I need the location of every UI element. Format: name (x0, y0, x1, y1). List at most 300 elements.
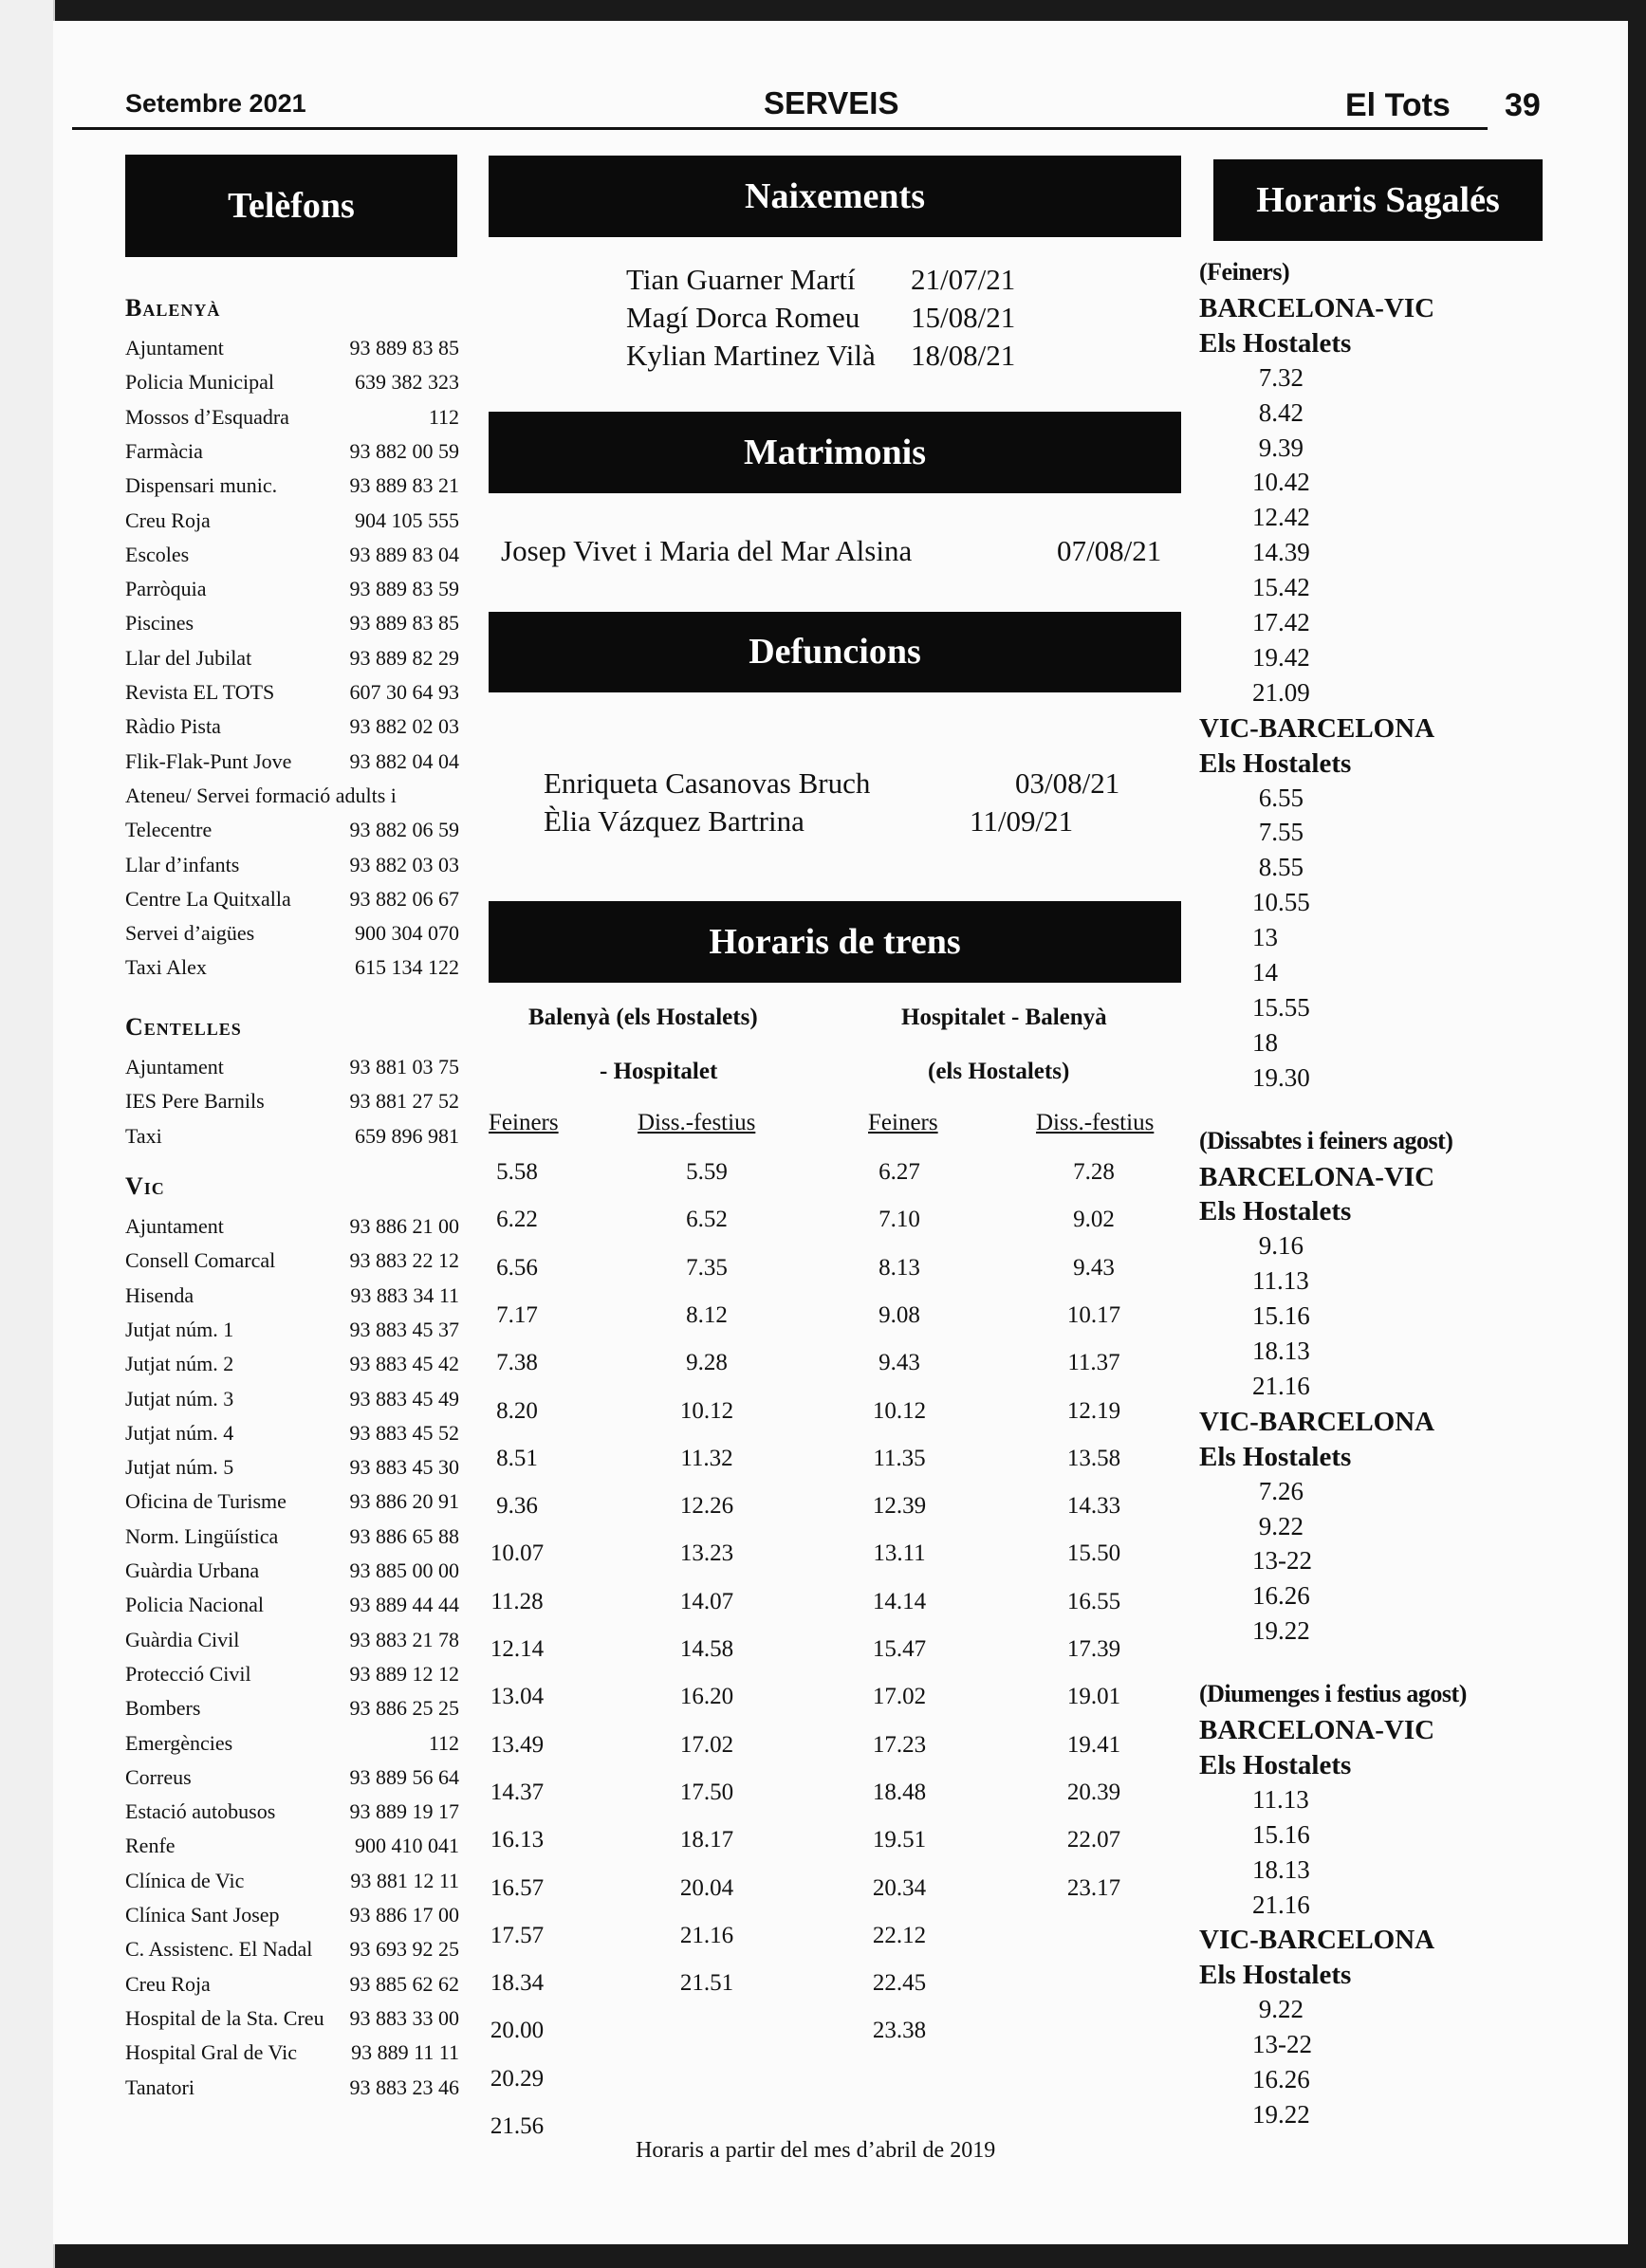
train-time: 18.17 (679, 1827, 734, 1853)
phone-entry-name: Hospital Gral de Vic (125, 2040, 297, 2065)
train-footnote: Horaris a partir del mes d’abril de 2019 (636, 2138, 996, 2163)
phone-entry-number: 93 881 12 11 (350, 1868, 459, 1892)
bus-schedule-type: (Feiners) (1199, 258, 1290, 286)
phone-entry-name: Consell Comarcal (125, 1248, 276, 1273)
bus-schedule-type: (Diumenges i festius agost) (1199, 1680, 1467, 1708)
bus-time: 13-22 (1252, 2030, 1312, 2059)
train-time: 17.23 (872, 1731, 927, 1758)
phone-entry-name: Tanatori (125, 2074, 194, 2099)
phone-entry-number: 93 883 22 12 (349, 1248, 459, 1273)
train-time: 5.58 (496, 1159, 538, 1185)
bus-time: 21.09 (1252, 677, 1310, 707)
bus-time: 18 (1252, 1027, 1278, 1057)
train-time: 14.07 (679, 1588, 734, 1614)
train-time: 10.17 (1066, 1301, 1121, 1328)
phone-entry-number: 904 105 555 (355, 507, 459, 532)
bus-time: 14 (1252, 958, 1278, 986)
phone-entry-name: Ateneu/ Servei formació adults i (125, 783, 397, 807)
phone-entry-name: Revista EL TOTS (125, 680, 275, 704)
route2-subtitle: (els Hostalets) (928, 1059, 1070, 1084)
bus-time: 14.39 (1252, 538, 1310, 567)
phone-entry (125, 2040, 459, 2065)
phone-entry-number: 93 883 45 30 (349, 1455, 459, 1480)
bus-time: 7.26 (1252, 1476, 1304, 1505)
bus-time: 9.16 (1252, 1231, 1304, 1261)
bus-time: 18.13 (1252, 1854, 1310, 1884)
phone-entry-name: Llar d’infants (125, 852, 240, 876)
train-time: 7.10 (878, 1207, 920, 1233)
train-time: 22.12 (872, 1922, 927, 1948)
phone-entry-number: 93 886 21 00 (349, 1214, 459, 1238)
train-time: 17.02 (872, 1684, 927, 1710)
train-time: 9.28 (686, 1350, 728, 1376)
phone-entry-number: 93 885 62 62 (349, 1971, 459, 1996)
bus-route-label: VIC-BARCELONA (1199, 712, 1435, 744)
bus-route-label: BARCELONA-VIC (1199, 1715, 1435, 1745)
train-time: 17.02 (679, 1731, 734, 1758)
train-time: 9.43 (1073, 1254, 1115, 1281)
phone-entry-name: C. Assistenc. El Nadal (125, 1937, 313, 1962)
phone-entry (125, 1972, 459, 1997)
birth-name: Tian Guarner Martí (626, 263, 856, 296)
bus-time: 19.22 (1252, 1616, 1310, 1646)
phone-entry-number: 93 882 06 67 (349, 886, 459, 911)
phone-entry-number: 93 693 92 25 (349, 1937, 459, 1962)
phone-entry-name: Telecentre (125, 818, 213, 842)
bus-route-label: BARCELONA-VIC (1199, 292, 1435, 323)
phone-entry-number: 93 889 82 29 (349, 645, 459, 670)
phone-entry (125, 1628, 459, 1652)
train-time: 8.51 (496, 1445, 538, 1471)
train-time: 6.56 (496, 1254, 538, 1281)
col-header-feiners-1: Feiners (489, 1110, 559, 1135)
phone-entry-name: Servei d’aigües (125, 921, 255, 946)
train-time: 12.19 (1066, 1397, 1121, 1424)
header-rule (72, 127, 1488, 130)
train-time: 12.14 (490, 1636, 545, 1662)
phone-entry-name: Clínica de Vic (125, 1868, 245, 1892)
bus-time: 9.22 (1252, 1995, 1304, 2024)
bus-route-label: VIC-BARCELONA (1199, 1406, 1435, 1437)
phone-entry-number: 93 889 19 17 (349, 1799, 459, 1824)
phone-entry-number: 900 304 070 (355, 921, 459, 946)
birth-date: 15/08/21 (911, 301, 1016, 334)
phone-entry-name: Jutjat núm. 2 (125, 1352, 234, 1376)
train-time: 17.39 (1066, 1636, 1121, 1662)
birth-name: Kylian Martinez Vilà (626, 339, 876, 372)
phone-section-title: Centelles (125, 1013, 242, 1041)
train-time: 8.13 (878, 1254, 920, 1281)
phone-entry (125, 646, 459, 671)
phone-entry (125, 853, 459, 877)
phone-entry (125, 473, 459, 498)
train-time: 21.16 (679, 1922, 734, 1948)
train-time: 11.32 (680, 1445, 733, 1471)
phone-entry (125, 921, 459, 946)
train-time: 6.52 (686, 1207, 728, 1233)
train-time: 7.28 (1073, 1159, 1115, 1185)
phone-entry-number: 93 886 25 25 (349, 1696, 459, 1721)
section-title: SERVEIS (764, 85, 899, 120)
bus-time: 15.16 (1252, 1819, 1310, 1849)
marriage-names: Josep Vivet i Maria del Mar Alsina (501, 534, 913, 567)
phone-entry-name: Clínica Sant Josep (125, 1903, 280, 1927)
bus-route-label: BARCELONA-VIC (1199, 1161, 1435, 1192)
marriage-date: 07/08/21 (1057, 534, 1162, 567)
col-header-festius-2: Diss.-festius (1036, 1110, 1155, 1135)
train-time: 19.51 (872, 1827, 927, 1853)
phone-entry-number: 93 882 02 03 (349, 714, 459, 739)
phone-entry-name: Piscines (125, 611, 194, 636)
phone-entry-number: 93 882 03 03 (349, 852, 459, 876)
bus-time: 11.13 (1252, 1784, 1309, 1814)
phone-entry-number: 93 886 20 91 (349, 1489, 459, 1514)
phone-entry-name: Guàrdia Urbana (125, 1558, 260, 1582)
phone-entry (125, 680, 459, 705)
phone-entry-number: 93 883 45 49 (349, 1386, 459, 1411)
bus-time: 8.55 (1252, 853, 1304, 882)
phone-entry-name: Taxi Alex (125, 955, 207, 980)
phone-entry (125, 1799, 459, 1824)
bus-route-label: Els Hostalets (1199, 327, 1352, 359)
train-time: 20.29 (490, 2065, 545, 2092)
train-time: 7.17 (496, 1301, 538, 1328)
phone-entry-number: 93 882 06 59 (349, 818, 459, 842)
phone-entry (125, 1696, 459, 1721)
train-time: 20.39 (1066, 1779, 1121, 1805)
phone-entry-number: 659 896 981 (355, 1123, 459, 1148)
bus-time: 21.16 (1252, 1371, 1310, 1400)
birth-date: 18/08/21 (911, 339, 1016, 372)
phone-entry-number: 607 30 64 93 (349, 680, 459, 704)
train-time: 9.36 (496, 1493, 538, 1520)
phone-entry (125, 714, 459, 739)
death-name: Èlia Vázquez Bartrina (544, 804, 805, 838)
train-time: 18.48 (872, 1779, 927, 1805)
phone-entry-name: Correus (125, 1764, 192, 1789)
route1-title: Balenyà (els Hostalets) (528, 1005, 758, 1030)
train-time: 13.23 (679, 1540, 734, 1567)
train-time: 16.20 (679, 1684, 734, 1710)
phone-entry (125, 2075, 459, 2100)
train-time: 23.38 (872, 2018, 927, 2044)
birth-name: Magí Dorca Romeu (626, 301, 860, 334)
phone-entry-name: Norm. Lingüística (125, 1523, 279, 1548)
phone-entry-number: 112 (428, 404, 459, 429)
phone-entry-number: 93 889 83 85 (349, 336, 459, 360)
bus-time: 9.39 (1252, 433, 1304, 462)
bus-time: 19.22 (1252, 2099, 1310, 2129)
train-time: 15.47 (872, 1636, 927, 1662)
phone-entry (125, 1055, 459, 1079)
train-time: 12.26 (679, 1493, 734, 1520)
phone-entry-number: 112 (428, 1730, 459, 1755)
page-number: 39 (1505, 87, 1541, 123)
train-time: 13.11 (873, 1540, 926, 1567)
train-time: 9.08 (878, 1301, 920, 1328)
bus-time: 13-22 (1252, 1546, 1312, 1576)
phone-entry-number: 93 889 83 59 (349, 577, 459, 601)
phone-entry-name: Jutjat núm. 4 (125, 1420, 234, 1445)
phone-entry-number: 93 889 56 64 (349, 1764, 459, 1789)
phone-entry (125, 1248, 459, 1273)
phone-entry-name: Ajuntament (125, 336, 224, 360)
phone-entry (125, 336, 459, 360)
phone-entry-name: Creu Roja (125, 1971, 211, 1996)
phone-entry-number: 93 889 83 21 (349, 473, 459, 498)
naixements-heading: Naixements (489, 156, 1181, 237)
matrimonis-heading: Matrimonis (489, 412, 1181, 493)
train-time: 6.27 (878, 1159, 920, 1185)
phone-entry-name: Dispensari munic. (125, 473, 278, 498)
phone-entry-number: 93 882 00 59 (349, 438, 459, 463)
train-time: 22.07 (1066, 1827, 1121, 1853)
death-date: 11/09/21 (970, 804, 1074, 838)
bus-time: 10.42 (1252, 468, 1310, 497)
bus-time: 7.55 (1252, 818, 1304, 847)
phone-entry-number: 93 883 45 42 (349, 1352, 459, 1376)
train-time: 10.07 (490, 1540, 545, 1567)
bus-time: 15.55 (1252, 992, 1310, 1022)
trens-heading: Horaris de trens (489, 901, 1181, 983)
phone-entry-number: 93 886 17 00 (349, 1903, 459, 1927)
phone-entry-name: Policia Nacional (125, 1593, 265, 1617)
bus-time: 7.32 (1252, 362, 1304, 392)
phone-entry-number: 93 889 83 85 (349, 611, 459, 636)
phone-entry-name: IES Pere Barnils (125, 1089, 265, 1114)
train-time: 10.12 (679, 1397, 734, 1424)
phone-entry-number: 93 882 04 04 (349, 748, 459, 773)
bus-route-label: Els Hostalets (1199, 1441, 1352, 1472)
phone-entry-name: Centre La Quitxalla (125, 886, 291, 911)
train-time: 11.35 (873, 1445, 926, 1471)
phone-entry-name: Ajuntament (125, 1055, 224, 1079)
train-time: 7.35 (686, 1254, 728, 1281)
phone-entry (125, 1352, 459, 1376)
death-name: Enriqueta Casanovas Bruch (544, 766, 871, 800)
phone-entry-name: Taxi (125, 1123, 162, 1148)
train-time: 20.00 (490, 2018, 545, 2044)
train-time: 16.55 (1066, 1588, 1121, 1614)
phone-entry (125, 1489, 459, 1514)
phone-section-title: Vic (125, 1172, 165, 1200)
birth-date: 21/07/21 (911, 263, 1016, 296)
phone-entry (125, 439, 459, 464)
phone-entry-name: Farmàcia (125, 438, 203, 463)
phone-entry-name: Jutjat núm. 1 (125, 1317, 234, 1341)
train-time: 8.20 (496, 1397, 538, 1424)
phone-entry (125, 1455, 459, 1480)
phone-entry (125, 1089, 459, 1114)
phone-entry (125, 611, 459, 636)
train-time: 14.14 (872, 1588, 927, 1614)
train-time: 19.01 (1066, 1684, 1121, 1710)
train-time: 19.41 (1066, 1731, 1121, 1758)
phone-entry-number: 93 881 03 75 (349, 1055, 459, 1079)
bus-time: 6.55 (1252, 783, 1304, 812)
phone-entry-name: Bombers (125, 1696, 201, 1721)
phone-entry (125, 1124, 459, 1149)
bus-route-label: VIC-BARCELONA (1199, 1925, 1435, 1956)
phone-entry-name: Protecció Civil (125, 1661, 251, 1686)
phone-entry-name: Llar del Jubilat (125, 645, 252, 670)
bus-time: 18.13 (1252, 1337, 1310, 1365)
phone-entry (125, 405, 459, 430)
phone-entry-number: 93 889 11 11 (351, 2040, 459, 2065)
train-time: 13.58 (1066, 1445, 1121, 1471)
defuncions-heading: Defuncions (489, 612, 1181, 692)
phone-entry-number: 93 889 12 12 (349, 1661, 459, 1686)
bus-route-label: Els Hostalets (1199, 747, 1352, 779)
bus-route-label: Els Hostalets (1199, 1960, 1352, 1991)
phone-entry-number: 93 883 34 11 (350, 1282, 459, 1307)
phone-entry-name: Mossos d’Esquadra (125, 404, 289, 429)
phone-entry-name: Ajuntament (125, 1214, 224, 1238)
train-time: 16.57 (490, 1874, 545, 1901)
phone-entry-name: Estació autobusos (125, 1799, 276, 1824)
bus-time: 15.42 (1252, 573, 1310, 602)
train-time: 17.50 (679, 1779, 734, 1805)
train-time: 9.02 (1073, 1207, 1115, 1233)
phone-entry (125, 1593, 459, 1617)
phone-entry (125, 749, 459, 774)
train-time: 21.51 (679, 1970, 734, 1997)
train-time: 16.13 (490, 1827, 545, 1853)
train-time: 6.22 (496, 1207, 538, 1233)
phone-entry (125, 1558, 459, 1583)
train-time: 15.50 (1066, 1540, 1121, 1567)
phone-entry (125, 508, 459, 533)
train-time: 7.38 (496, 1350, 538, 1376)
phone-entry-name: Jutjat núm. 3 (125, 1386, 234, 1411)
phone-entry-number: 93 883 45 52 (349, 1420, 459, 1445)
train-time: 21.56 (490, 2113, 545, 2139)
phone-entry-number: 93 889 44 44 (349, 1593, 459, 1617)
phone-entry (125, 2006, 459, 2031)
sagales-heading: Horaris Sagalés (1213, 159, 1543, 241)
phone-entry (125, 887, 459, 912)
bus-time: 17.42 (1252, 608, 1310, 636)
bus-time: 16.26 (1252, 2065, 1310, 2093)
bus-time: 9.22 (1252, 1511, 1304, 1540)
bus-time: 13 (1252, 923, 1278, 952)
phone-entry (125, 1387, 459, 1411)
train-time: 22.45 (872, 1970, 927, 1997)
phone-entry (125, 1283, 459, 1308)
phone-section-title: Balenyà (125, 294, 221, 322)
phone-entry (125, 818, 459, 842)
train-time: 14.37 (490, 1779, 545, 1805)
route2-title: Hospitalet - Balenyà (901, 1005, 1107, 1030)
telefons-heading: Telèfons (125, 155, 457, 257)
phone-entry (125, 370, 459, 395)
col-header-feiners-2: Feiners (868, 1110, 938, 1135)
train-time: 11.37 (1067, 1350, 1120, 1376)
phone-entry-name: Parròquia (125, 577, 207, 601)
phone-entry-name: Flik-Flak-Punt Jove (125, 748, 292, 773)
phone-entry-name: Guàrdia Civil (125, 1627, 240, 1651)
phone-entry-name: Oficina de Turisme (125, 1489, 287, 1514)
route1-subtitle: - Hospitalet (600, 1059, 718, 1084)
phone-entry (125, 1834, 459, 1858)
phone-entry (125, 1214, 459, 1239)
issue-date: Setembre 2021 (125, 89, 306, 118)
bus-route-label: Els Hostalets (1199, 1749, 1352, 1780)
bus-time: 19.30 (1252, 1062, 1310, 1092)
phone-entry (125, 1765, 459, 1790)
bus-time: 21.16 (1252, 1890, 1310, 1919)
phone-entry-number: 615 134 122 (355, 955, 459, 980)
phone-entry-name: Ràdio Pista (125, 714, 221, 739)
phone-entry (125, 1662, 459, 1687)
phone-entry-number: 93 881 27 52 (349, 1089, 459, 1114)
phone-entry (125, 577, 459, 601)
bus-time: 19.42 (1252, 642, 1310, 672)
bus-time: 16.26 (1252, 1581, 1310, 1611)
death-date: 03/08/21 (1015, 766, 1120, 800)
phone-entry-number: 93 883 21 78 (349, 1627, 459, 1651)
train-time: 23.17 (1066, 1874, 1121, 1901)
phone-entry-name: Escoles (125, 542, 190, 566)
phone-entry (125, 1937, 459, 1962)
train-time: 14.33 (1066, 1493, 1121, 1520)
phone-entry-number: 639 382 323 (355, 370, 459, 395)
train-time: 17.57 (490, 1922, 545, 1948)
train-time: 10.12 (872, 1397, 927, 1424)
bus-time: 8.42 (1252, 397, 1304, 427)
phone-entry (125, 543, 459, 567)
phone-entry-number: 93 883 45 37 (349, 1317, 459, 1341)
phone-entry (125, 1524, 459, 1549)
train-time: 20.34 (872, 1874, 927, 1901)
train-time: 13.49 (490, 1731, 545, 1758)
phone-entry-name: Emergències (125, 1730, 233, 1755)
phone-entry-name: Hisenda (125, 1282, 194, 1307)
phone-entry-number: 93 886 65 88 (349, 1523, 459, 1548)
phone-entry-number: 93 885 00 00 (349, 1558, 459, 1582)
bus-time: 11.13 (1252, 1266, 1309, 1296)
phone-entry-name: Jutjat núm. 5 (125, 1455, 234, 1480)
phone-entry (125, 1421, 459, 1446)
phone-entry-number: 93 883 23 46 (349, 2074, 459, 2099)
bus-time: 15.16 (1252, 1301, 1310, 1331)
bus-time: 12.42 (1252, 503, 1310, 532)
phone-entry (125, 1869, 459, 1893)
train-time: 9.43 (878, 1350, 920, 1376)
phone-entry-number: 93 889 83 04 (349, 542, 459, 566)
phone-entry (125, 1318, 459, 1342)
phone-entry-number: 900 410 041 (355, 1834, 459, 1858)
phone-entry-name: Creu Roja (125, 507, 211, 532)
train-time: 20.04 (679, 1874, 734, 1901)
phone-entry (125, 955, 459, 980)
bus-schedule-type: (Dissabtes i feiners agost) (1199, 1126, 1453, 1154)
train-time: 5.59 (686, 1159, 728, 1185)
train-time: 11.28 (490, 1588, 544, 1614)
phone-entry (125, 1731, 459, 1756)
bus-time: 10.55 (1252, 888, 1310, 917)
bus-route-label: Els Hostalets (1199, 1196, 1352, 1227)
col-header-festius-1: Diss.-festius (638, 1110, 756, 1135)
phone-entry-name: Renfe (125, 1834, 176, 1858)
phone-entry-name: Policia Municipal (125, 370, 275, 395)
phone-entry-name: Hospital de la Sta. Creu (125, 2005, 324, 2030)
phone-entry (125, 784, 459, 808)
magazine-name: El Tots (1345, 87, 1451, 123)
binding-edge (0, 0, 55, 2268)
phone-entry-number: 93 883 33 00 (349, 2005, 459, 2030)
train-time: 18.34 (490, 1970, 545, 1997)
